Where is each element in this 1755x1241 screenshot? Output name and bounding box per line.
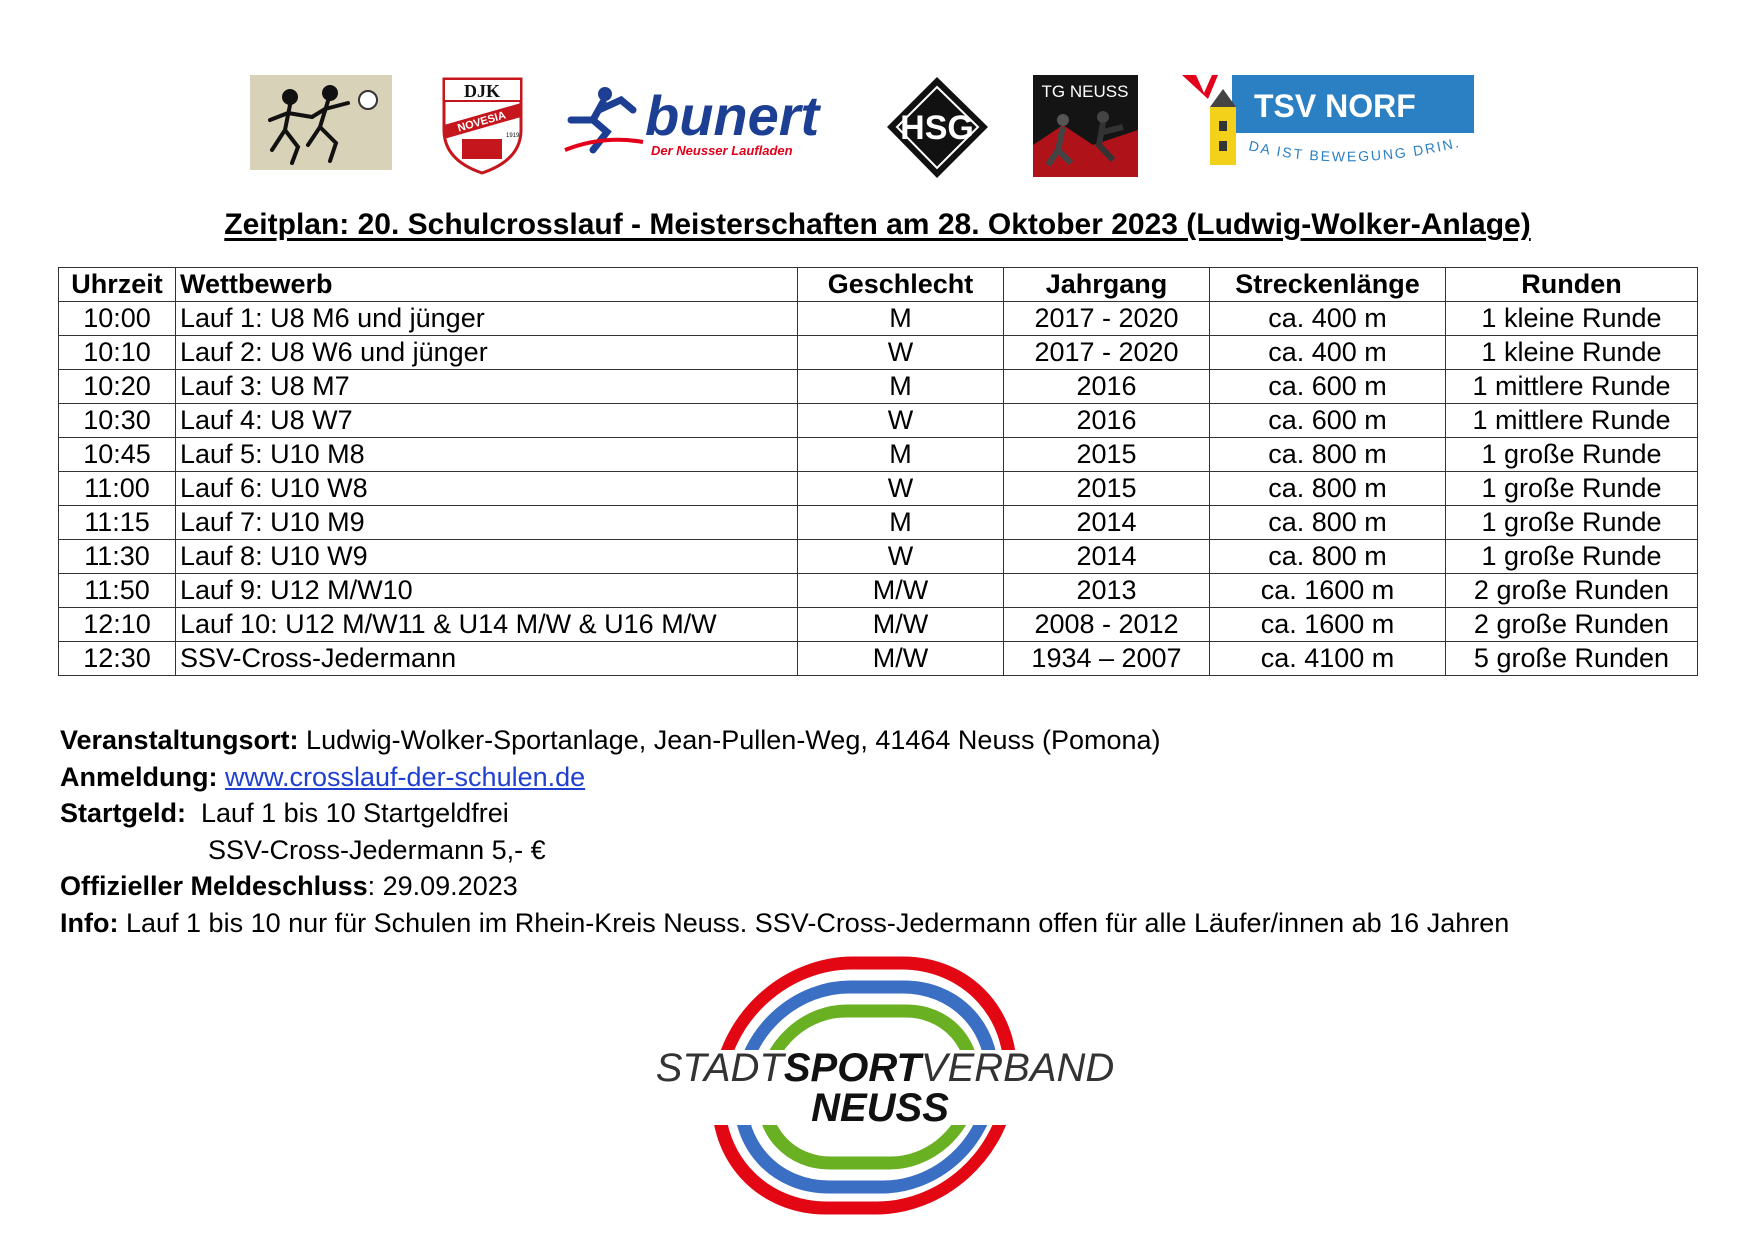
schedule-table xyxy=(58,267,1698,676)
cell-laps: 1 große Runde xyxy=(1446,506,1698,540)
cell-distance: ca. 1600 m xyxy=(1210,574,1446,608)
page-title: Zeitplan: 20. Schulcrosslauf - Meisterschaften am 28. Oktober 2023 (Ludwig-Wolker-Anlage) xyxy=(224,208,1531,241)
cell-distance: ca. 800 m xyxy=(1210,438,1446,472)
table-row xyxy=(59,574,1698,608)
cell-laps: 2 große Runden xyxy=(1446,574,1698,608)
fee-line-2: SSV-Cross-Jedermann 5,- € xyxy=(208,834,546,865)
cell-competition: Lauf 9: U12 M/W10 xyxy=(176,574,798,608)
info-label: Info: xyxy=(60,907,119,938)
registration-label: Anmeldung: xyxy=(60,761,218,792)
header-uhrzeit: Uhrzeit xyxy=(59,268,176,302)
cell-laps: 2 große Runden xyxy=(1446,608,1698,642)
cell-distance: ca. 400 m xyxy=(1210,336,1446,370)
svg-text:DA IST BEWEGUNG DRIN. xyxy=(1247,134,1462,165)
cell-gender: M/W xyxy=(798,608,1004,642)
bunert-logo xyxy=(563,80,818,165)
djk-novesia-logo xyxy=(440,75,525,175)
tg-text: TG NEUSS xyxy=(1041,82,1129,101)
tsv-slogan: DA IST BEWEGUNG DRIN. xyxy=(1247,133,1462,165)
table-row xyxy=(59,642,1698,676)
runners-logo xyxy=(250,75,392,170)
header-wettbewerb: Wettbewerb xyxy=(176,268,798,302)
info-value: Lauf 1 bis 10 nur für Schulen im Rhein-Kreis Neuss. SSV-Cross-Jedermann offen für alle Läufer/innen ab 16 Jahren xyxy=(118,907,1510,938)
cell-gender: W xyxy=(798,540,1004,574)
table-row xyxy=(59,506,1698,540)
cell-time: 11:00 xyxy=(59,472,176,506)
cell-gender: M xyxy=(798,370,1004,404)
cell-time: 12:30 xyxy=(59,642,176,676)
cell-competition: Lauf 10: U12 M/W11 & U14 M/W & U16 M/W xyxy=(176,608,798,642)
cell-competition: Lauf 8: U10 W9 xyxy=(176,540,798,574)
header-geschlecht: Geschlecht xyxy=(798,268,1004,302)
cell-distance: ca. 800 m xyxy=(1210,540,1446,574)
cell-distance: ca. 400 m xyxy=(1210,302,1446,336)
cell-gender: M/W xyxy=(798,642,1004,676)
cell-laps: 1 große Runde xyxy=(1446,472,1698,506)
cell-year: 2016 xyxy=(1004,370,1210,404)
ssv-line-1 xyxy=(656,1046,1115,1090)
cell-year: 2014 xyxy=(1004,506,1210,540)
cell-gender: W xyxy=(798,472,1004,506)
cell-laps: 1 kleine Runde xyxy=(1446,336,1698,370)
table-row xyxy=(59,438,1698,472)
cell-time: 10:30 xyxy=(59,404,176,438)
cell-distance: ca. 1600 m xyxy=(1210,608,1446,642)
ssv-sport: SPORT xyxy=(783,1046,921,1090)
deadline-label: Offizieller Meldeschluss xyxy=(60,871,368,901)
bunert-name: bunert xyxy=(645,84,820,147)
cell-distance: ca. 600 m xyxy=(1210,370,1446,404)
ssv-stadt: STADT xyxy=(655,1046,784,1090)
cell-gender: M/W xyxy=(798,574,1004,608)
cell-gender: M xyxy=(798,302,1004,336)
fee-label: Startgeld: xyxy=(60,798,187,828)
venue-label: Veranstaltungsort: xyxy=(60,725,299,755)
deadline-value: : 29.09.2023 xyxy=(367,871,518,901)
cell-distance: ca. 800 m xyxy=(1210,506,1446,540)
cell-competition: Lauf 5: U10 M8 xyxy=(176,438,798,472)
cell-competition: SSV-Cross-Jedermann xyxy=(176,642,798,676)
cell-time: 10:00 xyxy=(59,302,176,336)
cell-gender: W xyxy=(798,404,1004,438)
deadline-row xyxy=(60,868,1509,905)
djk-year-text: 1919 xyxy=(506,133,520,139)
cell-laps: 1 große Runde xyxy=(1446,438,1698,472)
cell-competition: Lauf 2: U8 W6 und jünger xyxy=(176,336,798,370)
cell-year: 2017 - 2020 xyxy=(1004,302,1210,336)
table-row xyxy=(59,608,1698,642)
ssv-line-2: NEUSS xyxy=(811,1086,949,1130)
hsg-logo xyxy=(885,75,990,180)
table-row xyxy=(59,540,1698,574)
cell-year: 1934 – 2007 xyxy=(1004,642,1210,676)
tg-neuss-logo xyxy=(1033,75,1138,177)
cell-laps: 1 mittlere Runde xyxy=(1446,404,1698,438)
cell-gender: M xyxy=(798,506,1004,540)
cell-year: 2015 xyxy=(1004,472,1210,506)
cell-competition: Lauf 6: U10 W8 xyxy=(176,472,798,506)
cell-time: 12:10 xyxy=(59,608,176,642)
fee-line-1: Lauf 1 bis 10 Startgeldfrei xyxy=(186,798,509,828)
cell-time: 11:30 xyxy=(59,540,176,574)
info-block xyxy=(60,722,1509,941)
header-streckenlaenge: Streckenlänge xyxy=(1210,268,1446,302)
tsv-norf-logo xyxy=(1182,75,1474,180)
registration-row xyxy=(60,759,1509,796)
cell-distance: ca. 800 m xyxy=(1210,472,1446,506)
header-jahrgang: Jahrgang xyxy=(1004,268,1210,302)
cell-laps: 1 kleine Runde xyxy=(1446,302,1698,336)
cell-time: 10:10 xyxy=(59,336,176,370)
table-header-row xyxy=(59,268,1698,302)
cell-laps: 1 mittlere Runde xyxy=(1446,370,1698,404)
cell-year: 2014 xyxy=(1004,540,1210,574)
cell-competition: Lauf 4: U8 W7 xyxy=(176,404,798,438)
table-row xyxy=(59,404,1698,438)
stadtsportverband-logo xyxy=(655,955,1115,1220)
cell-year: 2008 - 2012 xyxy=(1004,608,1210,642)
table-row xyxy=(59,370,1698,404)
cell-year: 2013 xyxy=(1004,574,1210,608)
cell-gender: M xyxy=(798,438,1004,472)
djk-text: DJK xyxy=(464,81,500,101)
cell-competition: Lauf 1: U8 M6 und jünger xyxy=(176,302,798,336)
cell-time: 11:50 xyxy=(59,574,176,608)
cell-distance: ca. 4100 m xyxy=(1210,642,1446,676)
bunert-tagline: Der Neusser Laufladen xyxy=(651,143,793,158)
fee-row xyxy=(60,795,1509,832)
venue-value: Ludwig-Wolker-Sportanlage, Jean-Pullen-Weg, 41464 Neuss (Pomona) xyxy=(298,725,1161,755)
runners-icon xyxy=(250,75,392,170)
cell-distance: ca. 600 m xyxy=(1210,404,1446,438)
table-row xyxy=(59,472,1698,506)
tsv-name: TSV NORF xyxy=(1254,88,1416,124)
header-runden: Runden xyxy=(1446,268,1698,302)
cell-competition: Lauf 7: U10 M9 xyxy=(176,506,798,540)
cell-year: 2015 xyxy=(1004,438,1210,472)
cell-time: 11:15 xyxy=(59,506,176,540)
cell-year: 2016 xyxy=(1004,404,1210,438)
cell-laps: 1 große Runde xyxy=(1446,540,1698,574)
ssv-verband: VERBAND xyxy=(920,1046,1115,1090)
table-row xyxy=(59,336,1698,370)
cross-icon xyxy=(1182,75,1218,99)
registration-link[interactable]: www.crosslauf-der-schulen.de xyxy=(225,761,586,792)
info-row xyxy=(60,905,1509,942)
cell-year: 2017 - 2020 xyxy=(1004,336,1210,370)
venue-row xyxy=(60,722,1509,759)
fee-row-2 xyxy=(60,832,1509,869)
djk-band-text: NOVESIA xyxy=(456,109,508,135)
cell-time: 10:20 xyxy=(59,370,176,404)
table-row xyxy=(59,302,1698,336)
hsg-text: HSG xyxy=(900,109,974,147)
cell-laps: 5 große Runden xyxy=(1446,642,1698,676)
cell-competition: Lauf 3: U8 M7 xyxy=(176,370,798,404)
cell-time: 10:45 xyxy=(59,438,176,472)
cell-gender: W xyxy=(798,336,1004,370)
